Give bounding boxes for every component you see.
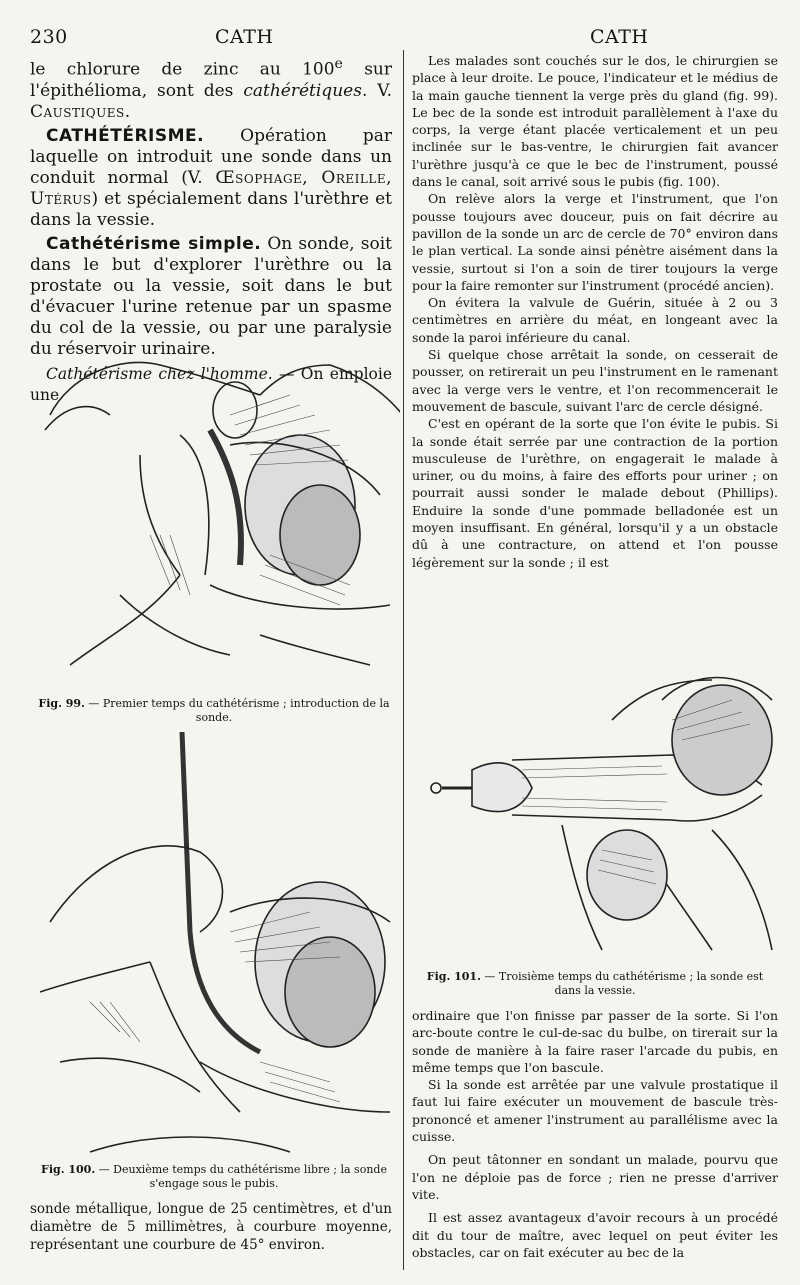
- paragraph-9: Il est assez avantageux d'avoir recours à un procédé dit du tour de maître, avec lequel on peut éviter les obstacles, car on fait exécuter au bec de la: [412, 1210, 778, 1260]
- paragraph-1: Les malades sont couchés sur le dos, le chirurgien se place à leur droite. Le pouce, l'indicateur et le médius de la main gauche tiennent la verge près du gland (fig. 99). Le bec de la sonde est introduit parallèlement à l'axe du corps, la verge étant placée verticalement et un peu inclinée sur le bas-ventre, le chirurgien fait avancer l'urèthre jusqu'à ce que le bec de l'instrument, poussé dans le canal, soit arrivé sous le pubis (fig. 100).: [412, 53, 778, 190]
- paragraph-2: On relève alors la verge et l'instrument, que l'on pousse toujours avec douceur, puis on fait décrire au pavillon de la sonde un arc de cercle de 70° environ dans le plan vertical. La sonde ainsi pénètre aisément dans la vessie, surtout si l'on a soin de tirer toujours la verge pour la faire remonter sur l'instrument (procédé ancien).: [412, 191, 778, 293]
- entry-term-catheterisme: CATHÉTÉRISME.: [46, 125, 205, 146]
- intro-paragraph: le chlorure de zinc au 100e sur l'épithélioma, sont des cathérétiques. V. Caustiques.: [30, 56, 392, 122]
- anatomy-illustration-fig100: [30, 732, 400, 1160]
- homme-paragraph: Cathétérisme chez l'homme. — On emploie une: [30, 364, 392, 404]
- anatomy-illustration-fig101: [412, 660, 778, 965]
- sonde-paragraph: sonde métallique, longue de 25 centimètres, et d'un diamètre de 5 millimètres, à courbure moyenne, représentant une courbure de 45° environ.: [30, 1201, 392, 1253]
- running-header: [30, 26, 776, 48]
- simple-paragraph: Cathétérisme simple. On sonde, soit dans le but d'explorer l'urèthre ou la prostate ou la vessie, soit dans le but d'évacuer l'urine retenue par un spasme du col de la vessie, ou par une paralysie du réservoir urinaire.: [30, 233, 392, 359]
- paragraph-6: ordinaire que l'on finisse par passer de la sorte. Si l'on arc-boute contre le cul-de-sac du bulbe, on tirerait sur la sonde de manière à la faire raser l'arcade du pubis, en même temps que l'on bascule.: [412, 1008, 778, 1075]
- right-column-top: [412, 52, 778, 571]
- figure-101-caption: Fig. 101. — Troisième temps du cathétérisme ; la sonde est dans la vessie.: [426, 970, 764, 997]
- paragraph-4: Si quelque chose arrêtait la sonde, on cesserait de pousser, on retirerait un peu l'instrument en le ramenant avec la verge vers le ventre, et l'on recommencerait le mouvement de bascule, suivant l'arc de cercle désigné.: [412, 347, 778, 414]
- left-column-bottom: [30, 1200, 392, 1254]
- figure-100-caption: Fig. 100. — Deuxième temps du cathétérisme libre ; la sonde s'engage sous le pubis.: [41, 1163, 387, 1190]
- left-running-head: CATH: [215, 26, 274, 48]
- figure-100-illustration: [30, 732, 400, 1160]
- anatomy-illustration-fig99: [30, 335, 400, 690]
- entry-term-simple: Cathétérisme simple.: [46, 233, 262, 254]
- paragraph-5: C'est en opérant de la sorte que l'on évite le pubis. Si la sonde était serrée par une contraction de la portion musculeuse de l'urèthre, on engagerait le malade à uriner, ou du moins, à faire des efforts pour uriner ; on pourrait aussi sonder le malade debout (Phillips). Enduire la sonde d'une pommade belladonée est un moyen insuffisant. En général, lorsqu'il y a un obstacle dû à une contracture, on attend et l'on pousse légèrement sur la sonde ; il est: [412, 416, 778, 570]
- paragraph-7: Si la sonde est arrêtée par une valvule prostatique il faut lui faire exécuter un mouvement de bascule très-prononcé et amener l'instrument au parallélisme avec la cuisse.: [412, 1077, 778, 1145]
- figure-99-caption: Fig. 99. — Premier temps du cathétérisme ; introduction de la sonde.: [38, 697, 390, 724]
- figure-99-illustration: [30, 335, 400, 690]
- catheterisme-paragraph: CATHÉTÉRISME. Opération par laquelle on introduit une sonde dans un conduit normal (V. Œsophage, Oreille, Utérus) et spécialement dans l'urèthre et dans la vessie.: [30, 125, 392, 230]
- right-running-head: CATH: [590, 26, 649, 48]
- column-divider: [403, 50, 404, 1270]
- figure-101-illustration: [412, 660, 778, 965]
- right-column-bottom: [412, 1007, 778, 1261]
- paragraph-8: On peut tâtonner en sondant un malade, pourvu que l'on ne déploie pas de force ; rien ne presse d'arriver vite.: [412, 1152, 778, 1202]
- paragraph-3: On évitera la valvule de Guérin, située à 2 ou 3 centimètres en arrière du méat, en longeant avec la sonde la paroi inférieure du canal.: [412, 295, 778, 345]
- page-number: 230: [30, 26, 68, 48]
